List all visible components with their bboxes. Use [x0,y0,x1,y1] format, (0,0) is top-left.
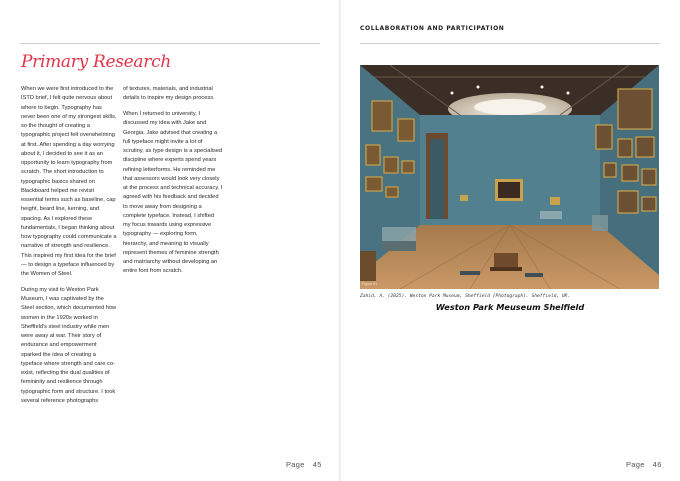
paragraph: When we were first introduced to the ISTD brief, I felt quite nervous about where to begin. Typography has never been one of my strongest skills, so the thought of creating a typographic project felt overwhelming at first. After spending a day worrying about it, I decided to see it as an opportunity to learn typography from scratch. The short introduction to typographic basics shared on Blackboard helped me revisit essential terms such as baseline, cap height, beard line, kerning, and spacing. As I explored these fundamentals, I began thinking about how typography could communicate a narrative of strength and resilience. This inspired my first idea for the brief — to design a typeface influenced by the Women of Steel. [21,86,117,277]
gallery-photograph [360,65,659,289]
figure-label: Figure 01 [362,282,378,286]
paragraph: During my visit to Weston Park Museum, I was captivated by the Steel section, which documented how women in the 1920s worked in Sheffield's steel industry while men were away at war. Their story of endurance and empowerment sparked the idea of creating a typeface where strength and care co-exist, reflecting the dual qualities of femininity and resilience through typographic form and structure. I took several reference photographs [21,286,117,404]
left-top-rule [20,43,320,44]
right-page [340,0,680,481]
page-number [286,460,322,469]
text-column-1 [21,85,117,413]
image-citation: Zahid, A. (2025). Weston Park Museum, Sheffield [Photograph]. Sheffield, UK. [360,294,571,299]
paragraph: of textures, materials, and industrial details to inspire my design process. [123,86,215,102]
gallery-illustration [360,65,659,289]
section-heading: Primary Research [21,52,171,72]
paragraph: When I returned to university, I discussed my idea with Jake and Georgia. Jake advised that creating a full typeface might invite a lot of scrutiny, as type design is a specialised discipline where experts spend years refining letterforms. He reminded me that assessors would look very closely at the process and technical accuracy. I agreed with his feedback and decided to move away from designing a complete typeface. Instead, I shifted my focus towards using expressive typography — exploring form, hierarchy, and meaning to visually represent themes of feminine strength and matriarchy without developing an entire font from scratch. [123,111,223,275]
page-label: Page [626,460,645,469]
right-top-rule [360,43,660,44]
page-number-value: 46 [652,460,662,469]
section-title: COLLABORATION AND PARTICIPATION [360,25,505,32]
page-number-value: 45 [312,460,322,469]
page-label: Page [286,460,305,469]
page-number [626,460,662,469]
image-caption: Weston Park Meuseum Shelfield [435,302,585,312]
text-column-2 [123,85,223,283]
